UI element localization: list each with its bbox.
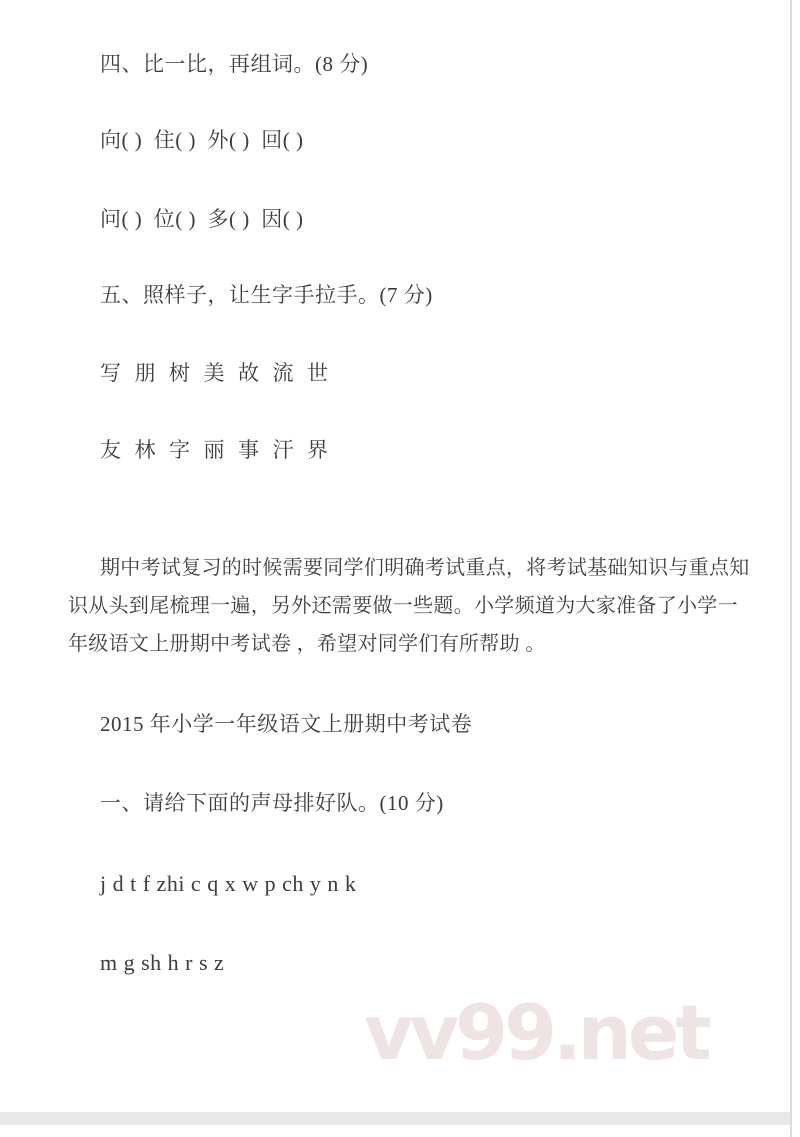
question-one-initials-row-2: m g sh h r s z <box>100 950 225 975</box>
site-watermark: vv99.net <box>364 988 708 1077</box>
page-bottom-edge <box>0 1112 790 1125</box>
question-five-character-row-2: 友 林 字 丽 事 汗 界 <box>100 438 329 462</box>
question-five-header: 五、照样子，让生字手拉手。(7 分) <box>100 283 433 307</box>
intro-paragraph-line-1: 期中考试复习的时候需要同学们明确考试重点，将考试基础知识与重点知 <box>100 557 750 579</box>
question-one-initials-row-1: j d t f zhi c q x w p ch y n k <box>100 871 357 896</box>
intro-paragraph-line-3: 年级语文上册期中考试卷 ，希望对同学们有所帮助 。 <box>68 633 546 655</box>
question-five-character-row-1: 写 朋 树 美 故 流 世 <box>100 361 329 385</box>
question-four-header: 四、比一比，再组词。(8 分) <box>100 52 369 76</box>
paper-title: 2015 年小学一年级语文上册期中考试卷 <box>100 712 473 736</box>
page-right-edge <box>790 0 792 1137</box>
intro-paragraph-line-2: 识从头到尾梳理一遍，另外还需要做一些题。小学频道为大家准备了小学一 <box>68 595 738 617</box>
question-four-word-row-1: 向( ) 住( ) 外( ) 回( ) <box>100 128 304 152</box>
question-one-header: 一、请给下面的声母排好队。(10 分) <box>100 791 444 815</box>
question-four-word-row-2: 问( ) 位( ) 多( ) 因( ) <box>100 207 304 231</box>
